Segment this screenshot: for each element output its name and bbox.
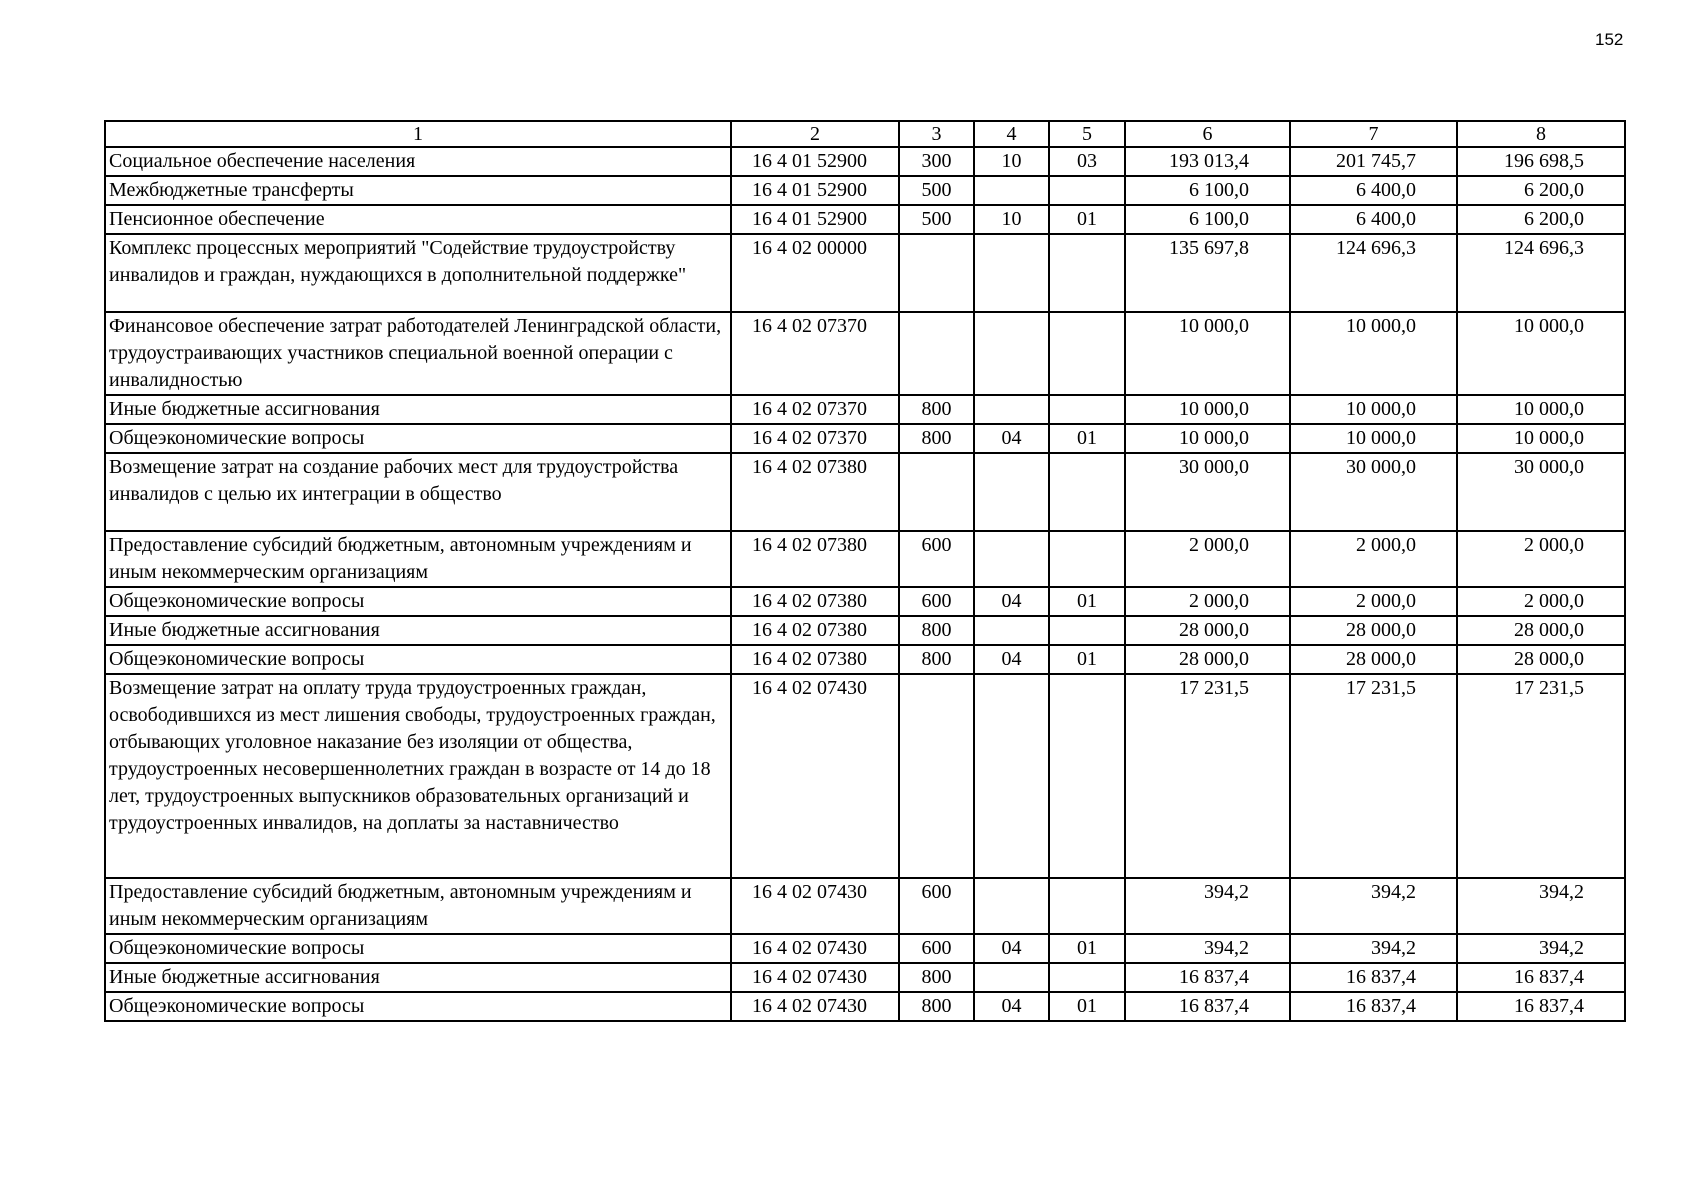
row-code-cell: 16 4 02 07430: [731, 992, 899, 1021]
row-col6-cell: 394,2: [1125, 878, 1290, 934]
row-col7-cell: 16 837,4: [1290, 963, 1457, 992]
row-col4-cell: [974, 963, 1049, 992]
row-col7-cell: 10 000,0: [1290, 395, 1457, 424]
row-col6-cell: 16 837,4: [1125, 963, 1290, 992]
row-col8-cell: 30 000,0: [1457, 453, 1625, 531]
row-col6-cell: 135 697,8: [1125, 234, 1290, 312]
row-col3-cell: [899, 312, 974, 395]
row-name-cell: Общеэкономические вопросы: [105, 934, 731, 963]
table-row: [105, 587, 1625, 616]
table-row: [105, 234, 1625, 312]
row-col6-cell: 6 100,0: [1125, 176, 1290, 205]
row-col6-cell: 2 000,0: [1125, 587, 1290, 616]
column-header: 3: [899, 121, 974, 147]
page-number: 152: [1595, 30, 1624, 49]
row-col3-cell: [899, 674, 974, 878]
row-code-cell: 16 4 01 52900: [731, 147, 899, 176]
row-col4-cell: 04: [974, 587, 1049, 616]
row-name-cell: Социальное обеспечение населения: [105, 147, 731, 176]
row-name-cell: Общеэкономические вопросы: [105, 424, 731, 453]
row-code-cell: 16 4 02 07380: [731, 531, 899, 587]
row-col6-cell: 394,2: [1125, 934, 1290, 963]
row-code-cell: 16 4 01 52900: [731, 205, 899, 234]
row-col3-cell: 600: [899, 878, 974, 934]
row-col5-cell: 03: [1049, 147, 1125, 176]
row-col5-cell: [1049, 531, 1125, 587]
row-col3-cell: 600: [899, 934, 974, 963]
row-col7-cell: 17 231,5: [1290, 674, 1457, 878]
row-name-cell: Межбюджетные трансферты: [105, 176, 731, 205]
row-col4-cell: [974, 234, 1049, 312]
row-col7-cell: 2 000,0: [1290, 531, 1457, 587]
table-row: [105, 453, 1625, 531]
row-col5-cell: 01: [1049, 645, 1125, 674]
row-col3-cell: 800: [899, 616, 974, 645]
row-code-cell: 16 4 02 00000: [731, 234, 899, 312]
row-col5-cell: 01: [1049, 992, 1125, 1021]
row-col5-cell: [1049, 878, 1125, 934]
row-col8-cell: 16 837,4: [1457, 963, 1625, 992]
row-col8-cell: 2 000,0: [1457, 587, 1625, 616]
row-col7-cell: 16 837,4: [1290, 992, 1457, 1021]
row-code-cell: 16 4 02 07380: [731, 645, 899, 674]
row-code-cell: 16 4 02 07370: [731, 424, 899, 453]
row-col7-cell: 2 000,0: [1290, 587, 1457, 616]
row-col4-cell: [974, 312, 1049, 395]
row-col6-cell: 16 837,4: [1125, 992, 1290, 1021]
row-col6-cell: 28 000,0: [1125, 645, 1290, 674]
row-col3-cell: 800: [899, 645, 974, 674]
table-row: [105, 674, 1625, 878]
table-row: [105, 963, 1625, 992]
row-col3-cell: 500: [899, 205, 974, 234]
row-col5-cell: 01: [1049, 934, 1125, 963]
row-code-cell: 16 4 02 07430: [731, 963, 899, 992]
table-row: [105, 147, 1625, 176]
row-col3-cell: 800: [899, 992, 974, 1021]
row-col6-cell: 17 231,5: [1125, 674, 1290, 878]
table-row: [105, 312, 1625, 395]
table-row: [105, 616, 1625, 645]
column-header: 8: [1457, 121, 1625, 147]
row-col4-cell: [974, 395, 1049, 424]
row-col8-cell: 6 200,0: [1457, 205, 1625, 234]
row-col5-cell: [1049, 674, 1125, 878]
table-row: [105, 878, 1625, 934]
row-col7-cell: 10 000,0: [1290, 424, 1457, 453]
row-code-cell: 16 4 02 07370: [731, 395, 899, 424]
table-row: [105, 424, 1625, 453]
table-row: [105, 645, 1625, 674]
row-col4-cell: [974, 531, 1049, 587]
row-col6-cell: 30 000,0: [1125, 453, 1290, 531]
row-col3-cell: 800: [899, 395, 974, 424]
row-col7-cell: 6 400,0: [1290, 205, 1457, 234]
row-col5-cell: 01: [1049, 587, 1125, 616]
row-col3-cell: [899, 234, 974, 312]
row-col8-cell: 2 000,0: [1457, 531, 1625, 587]
row-name-cell: Иные бюджетные ассигнования: [105, 963, 731, 992]
row-name-cell: Общеэкономические вопросы: [105, 992, 731, 1021]
row-col7-cell: 6 400,0: [1290, 176, 1457, 205]
row-name-cell: Общеэкономические вопросы: [105, 645, 731, 674]
row-col4-cell: 04: [974, 934, 1049, 963]
table-row: [105, 395, 1625, 424]
row-col4-cell: [974, 453, 1049, 531]
row-col8-cell: 196 698,5: [1457, 147, 1625, 176]
row-name-cell: Предоставление субсидий бюджетным, автономным учреждениям и иным некоммерческим организациям: [105, 531, 731, 587]
row-code-cell: 16 4 02 07430: [731, 674, 899, 878]
table-row: [105, 205, 1625, 234]
row-col4-cell: 04: [974, 645, 1049, 674]
row-col6-cell: 10 000,0: [1125, 424, 1290, 453]
row-col3-cell: 500: [899, 176, 974, 205]
column-header: 4: [974, 121, 1049, 147]
row-col4-cell: [974, 616, 1049, 645]
table-row: [105, 531, 1625, 587]
row-col8-cell: 394,2: [1457, 934, 1625, 963]
row-col3-cell: 600: [899, 587, 974, 616]
row-col7-cell: 124 696,3: [1290, 234, 1457, 312]
row-col4-cell: 04: [974, 992, 1049, 1021]
row-col7-cell: 28 000,0: [1290, 616, 1457, 645]
row-code-cell: 16 4 02 07430: [731, 934, 899, 963]
row-name-cell: Возмещение затрат на оплату труда трудоустроенных граждан, освободившихся из мест лишения свободы, трудоустроенных граждан, отбывающих уголовное наказание без изоляции от общества, трудоустроенных несовершеннолетних граждан в возрасте от 14 до 18 лет, трудоустроенных выпускников образовательных организаций и трудоустроенных инвалидов, на доплаты за наставничество: [105, 674, 731, 878]
row-col5-cell: [1049, 234, 1125, 312]
row-col8-cell: 28 000,0: [1457, 616, 1625, 645]
row-col8-cell: 124 696,3: [1457, 234, 1625, 312]
row-col5-cell: [1049, 395, 1125, 424]
column-header: 1: [105, 121, 731, 147]
row-col4-cell: 04: [974, 424, 1049, 453]
row-col5-cell: 01: [1049, 205, 1125, 234]
column-header: 5: [1049, 121, 1125, 147]
row-code-cell: 16 4 02 07380: [731, 616, 899, 645]
table-row: [105, 176, 1625, 205]
row-col8-cell: 394,2: [1457, 878, 1625, 934]
row-col8-cell: 10 000,0: [1457, 395, 1625, 424]
row-col4-cell: [974, 674, 1049, 878]
row-col7-cell: 28 000,0: [1290, 645, 1457, 674]
row-code-cell: 16 4 02 07430: [731, 878, 899, 934]
row-col3-cell: 300: [899, 147, 974, 176]
row-col7-cell: 201 745,7: [1290, 147, 1457, 176]
row-name-cell: Предоставление субсидий бюджетным, автономным учреждениям и иным некоммерческим организациям: [105, 878, 731, 934]
row-name-cell: Финансовое обеспечение затрат работодателей Ленинградской области, трудоустраивающих участников специальной военной операции с инвалидностью: [105, 312, 731, 395]
row-col5-cell: [1049, 312, 1125, 395]
row-col4-cell: [974, 878, 1049, 934]
row-code-cell: 16 4 02 07380: [731, 453, 899, 531]
row-col6-cell: 10 000,0: [1125, 312, 1290, 395]
column-header: 7: [1290, 121, 1457, 147]
row-col5-cell: 01: [1049, 424, 1125, 453]
row-col5-cell: [1049, 616, 1125, 645]
row-col8-cell: 10 000,0: [1457, 312, 1625, 395]
row-col8-cell: 16 837,4: [1457, 992, 1625, 1021]
row-col8-cell: 17 231,5: [1457, 674, 1625, 878]
row-code-cell: 16 4 02 07380: [731, 587, 899, 616]
row-col4-cell: [974, 176, 1049, 205]
row-col8-cell: 6 200,0: [1457, 176, 1625, 205]
row-name-cell: Иные бюджетные ассигнования: [105, 616, 731, 645]
row-col8-cell: 28 000,0: [1457, 645, 1625, 674]
row-col4-cell: 10: [974, 147, 1049, 176]
row-col7-cell: 30 000,0: [1290, 453, 1457, 531]
row-code-cell: 16 4 01 52900: [731, 176, 899, 205]
row-col6-cell: 28 000,0: [1125, 616, 1290, 645]
row-col3-cell: [899, 453, 974, 531]
row-name-cell: Иные бюджетные ассигнования: [105, 395, 731, 424]
row-col3-cell: 800: [899, 424, 974, 453]
row-col3-cell: 800: [899, 963, 974, 992]
table-row: [105, 934, 1625, 963]
row-col7-cell: 394,2: [1290, 934, 1457, 963]
row-col3-cell: 600: [899, 531, 974, 587]
row-col6-cell: 2 000,0: [1125, 531, 1290, 587]
row-col5-cell: [1049, 176, 1125, 205]
column-header: 2: [731, 121, 899, 147]
row-name-cell: Общеэкономические вопросы: [105, 587, 731, 616]
table-row: [105, 992, 1625, 1021]
column-header: 6: [1125, 121, 1290, 147]
row-col6-cell: 6 100,0: [1125, 205, 1290, 234]
row-col7-cell: 10 000,0: [1290, 312, 1457, 395]
table-header-row: [105, 121, 1625, 147]
row-code-cell: 16 4 02 07370: [731, 312, 899, 395]
row-col6-cell: 193 013,4: [1125, 147, 1290, 176]
row-col8-cell: 10 000,0: [1457, 424, 1625, 453]
row-col6-cell: 10 000,0: [1125, 395, 1290, 424]
row-col7-cell: 394,2: [1290, 878, 1457, 934]
row-col5-cell: [1049, 453, 1125, 531]
budget-table: [104, 120, 1626, 1022]
row-name-cell: Возмещение затрат на создание рабочих мест для трудоустройства инвалидов с целью их интеграции в общество: [105, 453, 731, 531]
row-col5-cell: [1049, 963, 1125, 992]
row-name-cell: Пенсионное обеспечение: [105, 205, 731, 234]
row-col4-cell: 10: [974, 205, 1049, 234]
row-name-cell: Комплекс процессных мероприятий "Содействие трудоустройству инвалидов и граждан, нуждающихся в дополнительной поддержке": [105, 234, 731, 312]
